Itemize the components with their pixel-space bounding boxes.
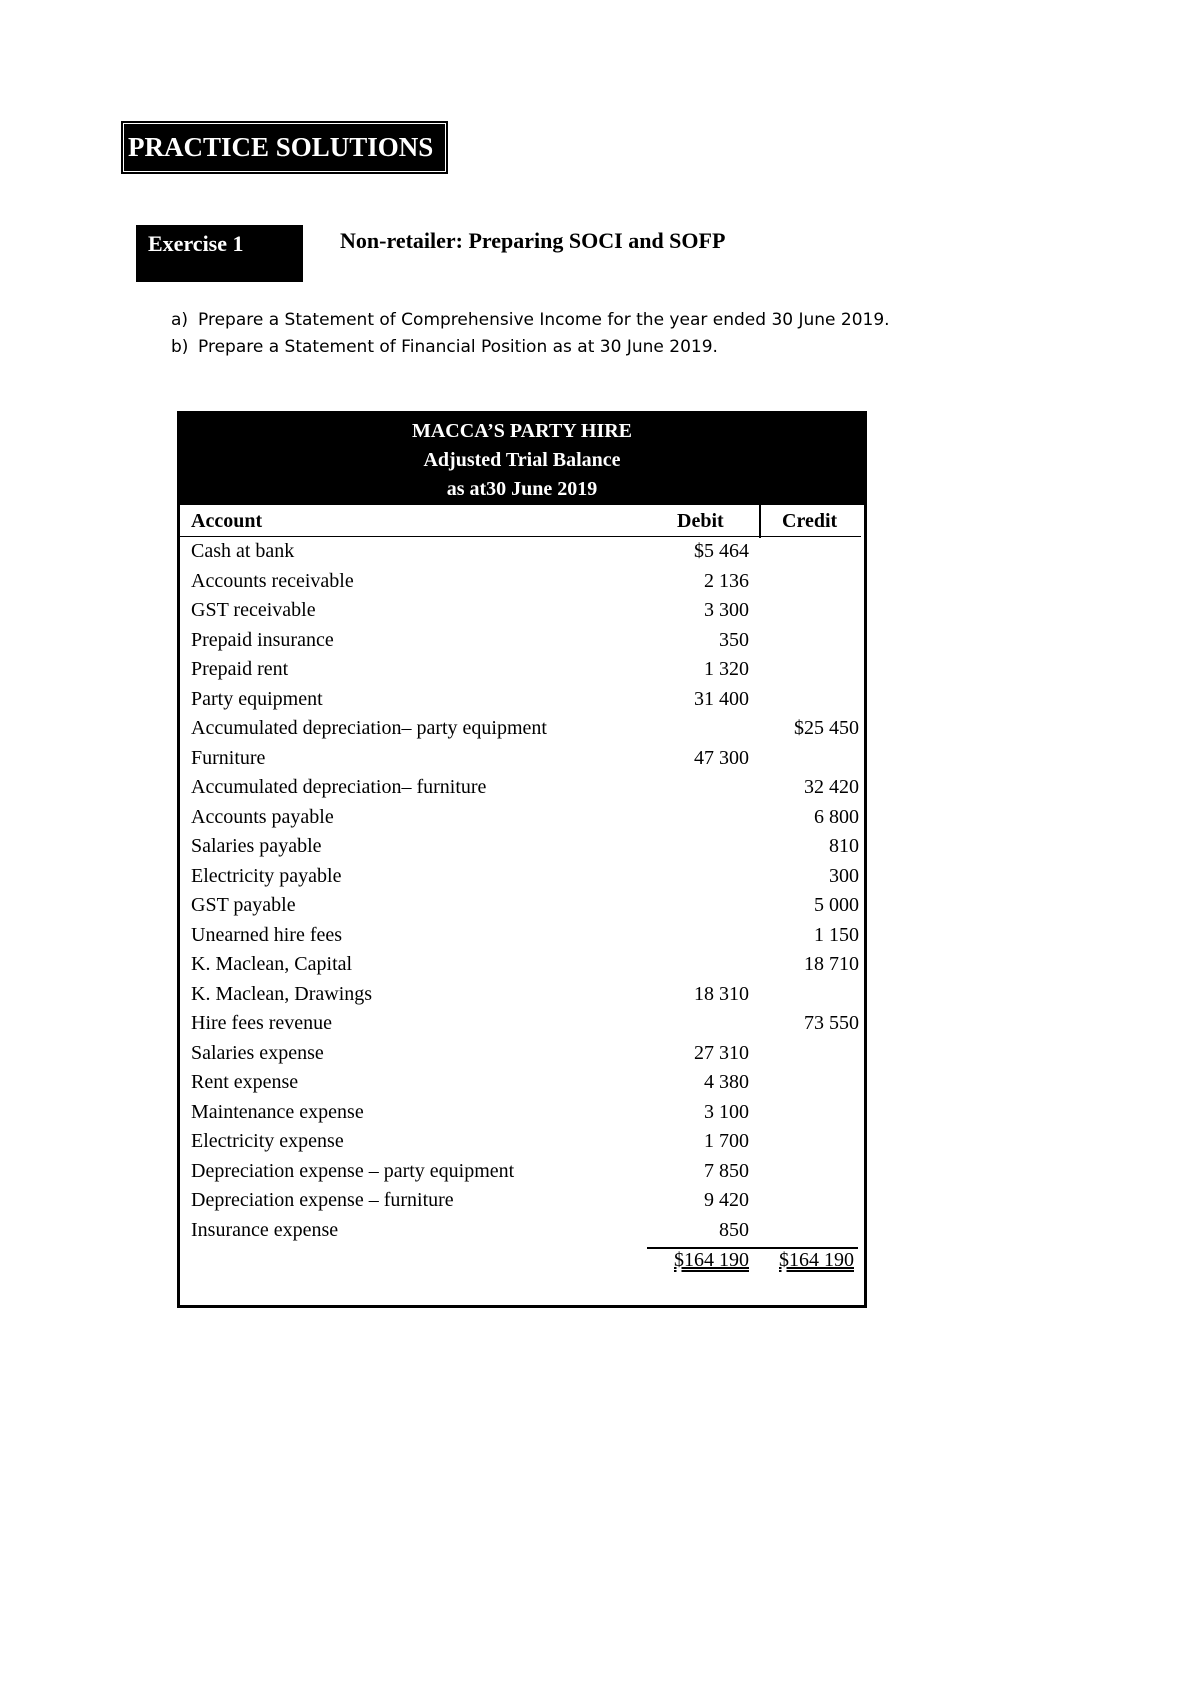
totals-row [180,1245,864,1275]
table-row [180,921,864,951]
account-cell: Salaries payable [191,835,322,857]
table-row [180,626,864,656]
table-row [180,685,864,715]
account-cell: Prepaid rent [191,658,289,680]
statement-date: as at30 June 2019 [446,478,598,500]
table-row [180,744,864,774]
debit-cell: 1 700 [704,1130,749,1152]
task-text: Prepare a Statement of Comprehensive Income for the year ended 30 June 2019. [198,310,890,330]
debit-cell: $5 464 [694,540,749,562]
account-cell: Depreciation expense – furniture [191,1189,454,1211]
debit-cell: 31 400 [694,687,749,710]
table-row [180,567,864,597]
debit-cell: 850 [719,1218,749,1241]
account-cell: Unearned hire fees [191,923,343,946]
account-cell: K. Maclean, Drawings [191,982,373,1005]
debit-cell: 9 420 [704,1189,749,1211]
table-row [180,1127,864,1157]
task-label: b) [171,337,189,357]
credit-cell: $25 450 [794,717,859,739]
table-row [180,980,864,1010]
column-divider [759,505,761,538]
account-cell: Salaries expense [191,1041,324,1064]
table-row [180,950,864,980]
account-cell: Cash at bank [191,540,295,562]
total-debit: $164 190 [674,1249,749,1271]
table-row [180,1186,864,1216]
exercise-label: Exercise 1 [136,225,303,282]
statement-subtitle: Adjusted Trial Balance [423,449,621,471]
task-item [171,310,890,337]
account-cell: Accumulated depreciation– party equipment [191,717,547,739]
total-credit: $164 190 [779,1249,854,1271]
table-row [180,891,864,921]
account-cell: Rent expense [191,1071,299,1093]
debit-cell: 4 380 [704,1071,749,1093]
account-cell: Accounts payable [191,805,334,828]
table-row [180,714,864,744]
debit-cell: 2 136 [704,569,749,592]
account-cell: GST payable [191,894,296,916]
account-cell: Prepaid insurance [191,628,334,651]
table-row [180,832,864,862]
account-cell: K. Maclean, Capital [191,953,353,975]
task-item [171,337,890,364]
account-cell: Accounts receivable [191,569,354,592]
credit-cell: 5 000 [814,894,859,916]
exercise-title: Non-retailer: Preparing SOCI and SOFP [340,228,726,253]
credit-cell: 6 800 [814,805,859,828]
debit-cell: 3 100 [704,1100,749,1123]
task-list [171,310,890,364]
account-cell: Maintenance expense [191,1100,364,1123]
table-row [180,803,864,833]
account-cell: Electricity payable [191,864,342,887]
account-cell: Electricity expense [191,1130,344,1152]
account-cell: Insurance expense [191,1218,339,1241]
credit-cell: 32 420 [804,776,859,798]
trial-balance-table [177,411,867,1308]
debit-cell: 27 310 [694,1041,749,1064]
debit-cell: 1 320 [704,658,749,680]
task-label: a) [171,310,189,330]
credit-column-header: Credit [782,510,838,532]
account-column-header: Account [191,510,263,532]
table-row [180,1039,864,1069]
company-name: MACCA’S PARTY HIRE [411,420,633,442]
credit-cell: 1 150 [814,923,859,946]
page-title: PRACTICE SOLUTIONS [121,121,448,174]
debit-cell: 350 [719,628,749,651]
debit-cell: 3 300 [704,599,749,621]
credit-cell: 18 710 [804,953,859,975]
trial-balance-rows [180,537,864,1245]
debit-cell: 18 310 [694,982,749,1005]
account-cell: Hire fees revenue [191,1012,333,1034]
debit-cell: 47 300 [694,746,749,769]
trial-balance-header [180,414,864,505]
table-row [180,1157,864,1187]
table-row [180,773,864,803]
account-cell: Furniture [191,746,266,769]
account-cell: Party equipment [191,687,323,710]
account-cell: GST receivable [191,599,316,621]
table-row [180,596,864,626]
table-row [180,1009,864,1039]
table-row [180,655,864,685]
table-row [180,537,864,567]
table-row [180,862,864,892]
table-row [180,1216,864,1246]
debit-cell: 7 850 [704,1159,749,1182]
table-row [180,1068,864,1098]
credit-cell: 300 [829,864,859,887]
credit-cell: 810 [829,835,859,857]
task-text: Prepare a Statement of Financial Position as at 30 June 2019. [198,337,718,357]
debit-column-header: Debit [677,510,724,532]
credit-cell: 73 550 [804,1012,859,1034]
table-row [180,1098,864,1128]
account-cell: Accumulated depreciation– furniture [191,776,487,798]
account-cell: Depreciation expense – party equipment [191,1159,515,1182]
